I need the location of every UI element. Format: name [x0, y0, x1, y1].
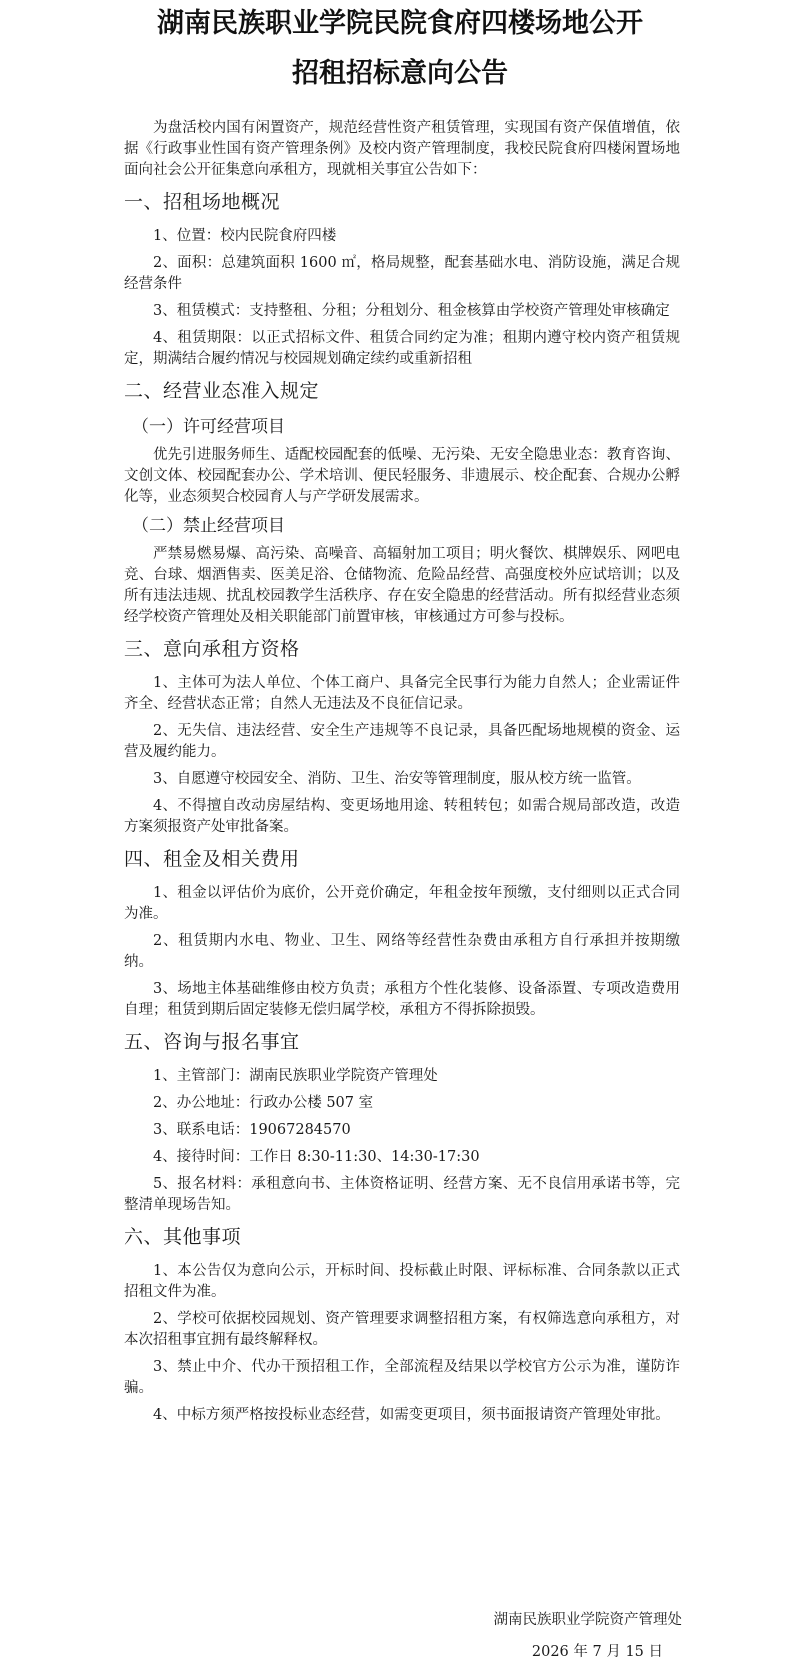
prohibited-items-paragraph: 严禁易燃易爆、高污染、高噪音、高辐射加工项目；明火餐饮、棋牌娱乐、网吧电竞、台球、烟酒售卖、医美足浴、仓储物流、危险品经营、高强度校外应试培训；以及所有违法违规、扰乱校园教学生活秩序、存在安全隐患的经营活动。所有拟经营业态须经学校资产管理处及相关职能部门前置审核，审核通过方可参与投标。	[124, 546, 680, 625]
list-item: 4、接待时间：工作日 8:30-11:30、14:30-17:30	[153, 1149, 480, 1165]
list-item: 2、学校可依据校园规划、资产管理要求调整招租方案，有权筛选意向承租方，对本次招租事宜拥有最终解释权。	[124, 1311, 680, 1348]
list-item: 3、自愿遵守校园安全、消防、卫生、治安等管理制度，服从校方统一监管。	[153, 771, 641, 787]
list-item: 1、租金以评估价为底价，公开竞价确定，年租金按年预缴，支付细则以正式合同为准。	[124, 885, 680, 922]
list-item: 4、中标方须严格按投标业态经营，如需变更项目，须书面报请资产管理处审批。	[153, 1407, 670, 1423]
subsection-heading: （一）许可经营项目	[132, 417, 285, 437]
list-item: 2、租赁期内水电、物业、卫生、网络等经营性杂费由承租方自行承担并按期缴纳。	[124, 933, 680, 970]
intro-paragraph: 为盘活校内国有闲置资产，规范经营性资产租赁管理，实现国有资产保值增值，依据《行政事业性国有资产管理条例》及校内资产管理制度，我校民院食府四楼闲置场地面向社会公开征集意向承租方，现就相关事宜公告如下：	[124, 120, 680, 178]
section-heading: 三、意向承租方资格	[124, 638, 300, 660]
list-item: 1、主管部门：湖南民族职业学院资产管理处	[153, 1068, 438, 1084]
section-tenant-qualifications	[124, 636, 680, 838]
list-item: 2、办公地址：行政办公楼 507 室	[153, 1095, 374, 1111]
subsection-heading: （二）禁止经营项目	[132, 516, 285, 536]
section-inquiry-registration	[124, 1029, 680, 1216]
section-heading: 二、经营业态准入规定	[124, 380, 320, 402]
list-item: 5、报名材料：承租意向书、主体资格证明、经营方案、无不良信用承诺书等，完整清单现场告知。	[124, 1176, 680, 1213]
list-item: 3、联系电话：19067284570	[153, 1122, 351, 1138]
list-item: 3、租赁模式：支持整租、分租；分租划分、租金核算由学校资产管理处审核确定	[153, 303, 670, 319]
document-body	[124, 118, 680, 1432]
section-other-matters	[124, 1224, 680, 1426]
list-item: 3、禁止中介、代办干预招租工作，全部流程及结果以学校官方公示为准，谨防诈骗。	[124, 1359, 680, 1396]
section-business-rules	[124, 378, 680, 628]
section-heading: 四、租金及相关费用	[124, 848, 300, 870]
list-item: 2、面积：总建筑面积 1600 ㎡，格局规整，配套基础水电、消防设施，满足合规经营条件	[124, 255, 680, 292]
section-heading: 一、招租场地概况	[124, 191, 281, 213]
signature-org: 湖南民族职业学院资产管理处	[493, 1612, 682, 1628]
document-title-line-1: 湖南民族职业学院民院食府四楼场地公开	[157, 8, 643, 39]
signature-date: 2026 年 7 月 15 日	[531, 1644, 663, 1660]
section-site-overview	[124, 189, 680, 370]
list-item: 1、本公告仅为意向公示，开标时间、投标截止时限、评标标准、合同条款以正式招租文件为准。	[124, 1263, 680, 1300]
document-title-line-2: 招租招标意向公告	[292, 58, 508, 89]
list-item: 4、租赁期限：以正式招标文件、租赁合同约定为准；租期内遵守校内资产租赁规定，期满结合履约情况与校园规划确定续约或重新招租	[124, 330, 680, 367]
list-item: 2、无失信、违法经营、安全生产违规等不良记录，具备匹配场地规模的资金、运营及履约能力。	[124, 723, 680, 760]
list-item: 4、不得擅自改动房屋结构、变更场地用途、转租转包；如需合规局部改造，改造方案须报资产处审批备案。	[124, 798, 680, 835]
list-item: 1、主体可为法人单位、个体工商户、具备完全民事行为能力自然人；企业需证件齐全、经营状态正常；自然人无违法及不良征信记录。	[124, 675, 680, 712]
section-heading: 六、其他事项	[124, 1226, 242, 1248]
section-rent-fees	[124, 846, 680, 1021]
permitted-items-paragraph: 优先引进服务师生、适配校园配套的低噪、无污染、无安全隐患业态：教育咨询、文创文体、校园配套办公、学术培训、便民轻服务、非遗展示、校企配套、合规办公孵化等，业态须契合校园育人与产学研发展需求。	[124, 447, 680, 505]
section-heading: 五、咨询与报名事宜	[124, 1031, 300, 1053]
list-item: 1、位置：校内民院食府四楼	[153, 228, 337, 244]
list-item: 3、场地主体基础维修由校方负责；承租方个性化装修、设备添置、专项改造费用自理；租赁到期后固定装修无偿归属学校，承租方不得拆除损毁。	[124, 981, 680, 1018]
